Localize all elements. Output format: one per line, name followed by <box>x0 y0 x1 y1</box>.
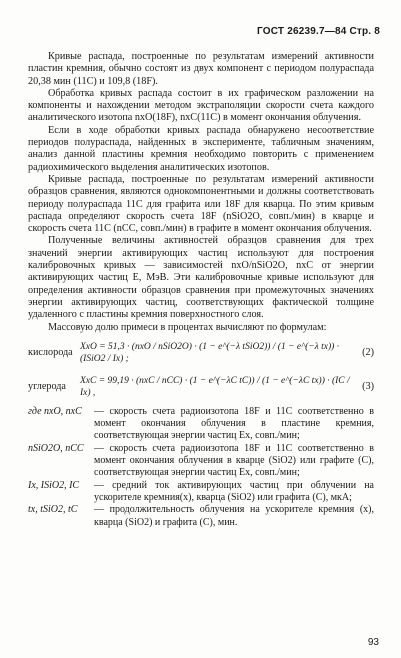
definition-row <box>28 443 374 480</box>
definition-row <box>28 406 374 443</box>
formula-number: (2) <box>362 346 374 358</box>
paragraph: Если в ходе обработки кривых распада обнаружено несоответствие периодов полураспада, найденных в эксперименте, табличным значениям, анализ данной пластины кремния необходимо повторить с применением радиохимического выделения аналитических изотопов. <box>28 124 374 173</box>
page-header: ГОСТ 26239.7—84 Стр. 8 <box>257 26 380 37</box>
paragraph: Массовую долю примеси в процентах вычисляют по формулам: <box>48 321 327 333</box>
definition-symbol: Ix, ISiO2, IC <box>28 479 80 491</box>
definition-text: — продолжительность облучения на ускорителе кремния (x), кварца (SiO2) и графита (C), мин. <box>94 504 374 528</box>
paragraph: Кривые распада, построенные по результатам измерений активности образцов сравнения, являются однокомпонентными и должны соответствовать периоду полураспада 11C для графита или 18F для кварца. По этим кривым распада определяют скорость счета 18F (nSiO2O, совп./мин) в кварце и скорость счета 11C (nCC, совп./мин) в графите в момент окончания облучения. <box>28 173 374 235</box>
definition-symbol: tx, tSiO2, tC <box>28 504 78 516</box>
formula-oxygen <box>28 338 374 368</box>
paragraph: Кривые распада, построенные по результатам измерений активности пластин кремния, обычно состоят из двух компонент с периодом полураспада 20,38 мин (11C) и 109,8 (18F). <box>28 51 374 87</box>
paragraph: Обработка кривых распада состоит в их графическом разложении на компоненты и нахождении методом экстраполяции скорости счета каждого аналитического изотопа nxO(18F), nxC(11C) в момент окончания облучения. <box>28 87 374 124</box>
definition-text: — средний ток активирующих частиц при облучении на ускорителе кремния(x), кварца (SiO2) или графита (C), мкА; <box>94 479 374 503</box>
definition-symbol: nSiO2O, nCC <box>28 442 84 454</box>
page-number: 93 <box>367 637 379 648</box>
definitions <box>28 406 374 529</box>
formula-expression: XxO = 51,3 · (nxO / nSiO2O) · (1 − e^(−λ tSiO2)) / (1 − e^(−λ tx)) · (ISiO2 / Ix) ; <box>80 341 340 364</box>
definition-symbol: где nxO, nxC <box>28 405 82 417</box>
formula-label: кислорода <box>28 346 73 358</box>
formula-number: (3) <box>362 380 374 392</box>
definition-row <box>28 504 374 529</box>
formula-label: углерода <box>28 380 66 392</box>
body-text <box>28 51 374 529</box>
definition-text: — скорость счета радиоизотопа 18F и 11C соответственно в момент окончания облучения в пластине кремния, соответствующая энергии частиц Ex, совп./мин; <box>94 405 374 442</box>
formula-carbon <box>28 372 374 402</box>
definition-text: — скорость счета радиоизотопа 18F и 11C соответственно в момент окончания облучения в кварце (SiO2) или графите (C), соответствующая энергии частиц Ex, совп./мин; <box>94 442 374 479</box>
definition-row <box>28 480 374 505</box>
paragraph: Полученные величины активностей образцов сравнения для трех значений энергии активирующих частиц используют для построения калибровочных кривых — зависимостей nxO/nSiO2O, nxC от энергии активирующих частиц E, МэВ. Эти калибровочные кривые используют для определения активности образцов сравнения при промежуточных значениях энергии активирующих частиц, соответствующих фактической толщине удаленного с пластины кремния поверхностного слоя. <box>28 235 374 321</box>
formula-expression: XxC = 99,19 · (nxC / nCC) · (1 − e^(−λC tC)) / (1 − e^(−λC tx)) · (IC / Ix) , <box>80 375 350 398</box>
